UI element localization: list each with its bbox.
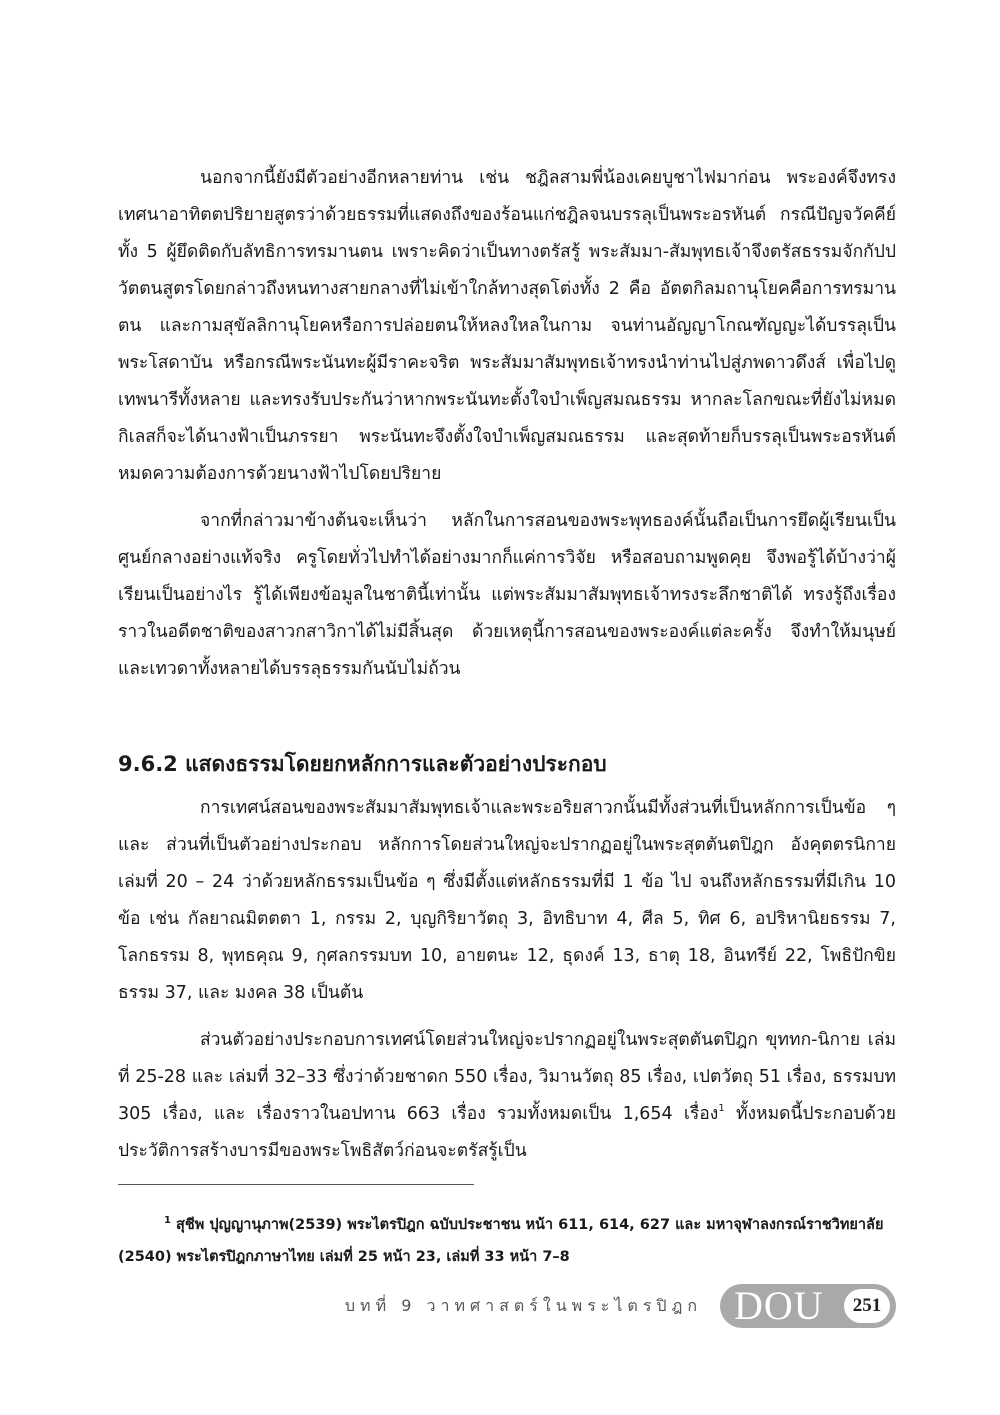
paragraph-with-footnote: [118, 1022, 896, 1170]
page-number: 251: [844, 1289, 890, 1323]
paragraph-text: ส่วนตัวอย่างประกอบการเทศน์โดยส่วนใหญ่จะปรากฏอยู่ในพระสุตตันตปิฎก ขุททก-นิกาย เล่มที่ 25-28 และ เล่มที่ 32–33 ซึ่งว่าด้วยชาดก 550 เรื่อง, วิมานวัตถุ 85 เรื่อง, เปตวัตถุ 51 เรื่อง, ธรรมบท 305 เรื่อง, และ เรื่องราวในอปทาน 663 เรื่อง รวมทั้งหมดเป็น 1,654 เรื่อง: [118, 1030, 896, 1124]
footnote-reference[interactable]: 1: [718, 1103, 725, 1114]
footnote-text: สุชีพ ปุญญานุภาพ(2539) พระไตรปิฎก ฉบับประชาชน หน้า 611, 614, 627 และ มหาจุฬาลงกรณ์ราชวิทยาลัย (2540) พระไตรปิฎกภาษาไทย เล่มที่ 25 หน้า 23, เล่มที่ 33 หน้า 7–8: [118, 1216, 884, 1265]
footnote-divider: [118, 1184, 474, 1185]
dou-logo: DOU: [734, 1283, 824, 1328]
dou-badge: [720, 1284, 896, 1328]
paragraph-text-tail: ทั้งหมดนี้ประกอบด้วยประวัติการสร้างบารมีของพระโพธิสัตว์ก่อนจะตรัสรู้เป็น: [118, 1104, 897, 1161]
page-footer: [345, 1284, 896, 1328]
section-heading: 9.6.2 แสดงธรรมโดยยกหลักการและตัวอย่างประกอบ: [118, 752, 607, 776]
footnote: [118, 1205, 896, 1273]
running-head: บทที่ 9 วาทศาสตร์ในพระไตรปิฎก: [344, 1295, 702, 1315]
paragraph: นอกจากนี้ยังมีตัวอย่างอีกหลายท่าน เช่น ชฎิลสามพี่น้องเคยบูชาไฟมาก่อน พระองค์จึงทรงเทศนาอาทิตตปริยายสูตรว่าด้วยธรรมที่แสดงถึงของร้อนแก่ชฎิลจนบรรลุเป็นพระอรหันต์ กรณีปัญจวัคคีย์ทั้ง 5 ผู้ยึดติดกับลัทธิการทรมานตน เพราะคิดว่าเป็นทางตรัสรู้ พระสัมมา-สัมพุทธเจ้าจึงตรัสธรรมจักกัปปวัตตนสูตรโดยกล่าวถึงหนทางสายกลางที่ไม่เข้าใกล้ทางสุดโต่งทั้ง 2 คือ อัตตกิลมถานุโยคคือการทรมานตน และกามสุขัลลิกานุโยคหรือการปล่อยตนให้หลงใหลในกาม จนท่านอัญญาโกณฑัญญะได้บรรลุเป็นพระโสดาบัน หรือกรณีพระนันทะผู้มีราคะจริต พระสัมมาสัมพุทธเจ้าทรงนำท่านไปสู่ภพดาวดึงส์ เพื่อไปดูเทพนารีทั้งหลาย และทรงรับประกันว่าหากพระนันทะตั้งใจบำเพ็ญสมณธรรม หากละโลกขณะที่ยังไม่หมดกิเลสก็จะได้นางฟ้าเป็นภรรยา พระนันทะจึงตั้งใจบำเพ็ญสมณธรรม และสุดท้ายก็บรรลุเป็นพระอรหันต์ หมดความต้องการด้วยนางฟ้าไปโดยปริยาย: [118, 168, 896, 484]
body-text-top: [118, 160, 896, 688]
paragraph: การเทศน์สอนของพระสัมมาสัมพุทธเจ้าและพระอริยสาวกนั้นมีทั้งส่วนที่เป็นหลักการเป็นข้อ ๆ และ ส่วนที่เป็นตัวอย่างประกอบ หลักการโดยส่วนใหญ่จะปรากฏอยู่ในพระสุตตันตปิฎก อังคุตตรนิกาย เล่มที่ 20 – 24 ว่าด้วยหลักธรรมเป็นข้อ ๆ ซึ่งมีตั้งแต่หลักธรรมที่มี 1 ข้อ ไป จนถึงหลักธรรมที่มีเกิน 10 ข้อ เช่น กัลยาณมิตตตา 1, กรรม 2, บุญกิริยาวัตถุ 3, อิทธิบาท 4, ศีล 5, ทิศ 6, อปริหานิยธรรม 7, โลกธรรม 8, พุทธคุณ 9, กุศลกรรมบท 10, อายตนะ 12, ธุดงค์ 13, ธาตุ 18, อินทรีย์ 22, โพธิปักขิยธรรม 37, และ มงคล 38 เป็นต้น: [118, 798, 896, 1003]
paragraph: จากที่กล่าวมาข้างต้นจะเห็นว่า หลักในการสอนของพระพุทธองค์นั้นถือเป็นการยึดผู้เรียนเป็นศูนย์กลางอย่างแท้จริง ครูโดยทั่วไปทำได้อย่างมากก็แค่การวิจัย หรือสอบถามพูดคุย จึงพอรู้ได้บ้างว่าผู้เรียนเป็นอย่างไร รู้ได้เพียงข้อมูลในชาตินี้เท่านั้น แต่พระสัมมาสัมพุทธเจ้าทรงระลึกชาติได้ ทรงรู้ถึงเรื่องราวในอดีตชาติของสาวกสาวิกาได้ไม่มีสิ้นสุด ด้วยเหตุนี้การสอนของพระองค์แต่ละครั้ง จึงทำให้มนุษย์และเทวดาทั้งหลายได้บรรลุธรรมกันนับไม่ถ้วน: [118, 511, 896, 679]
footnote-number: 1: [164, 1215, 171, 1226]
body-text-bottom: [118, 790, 896, 1170]
